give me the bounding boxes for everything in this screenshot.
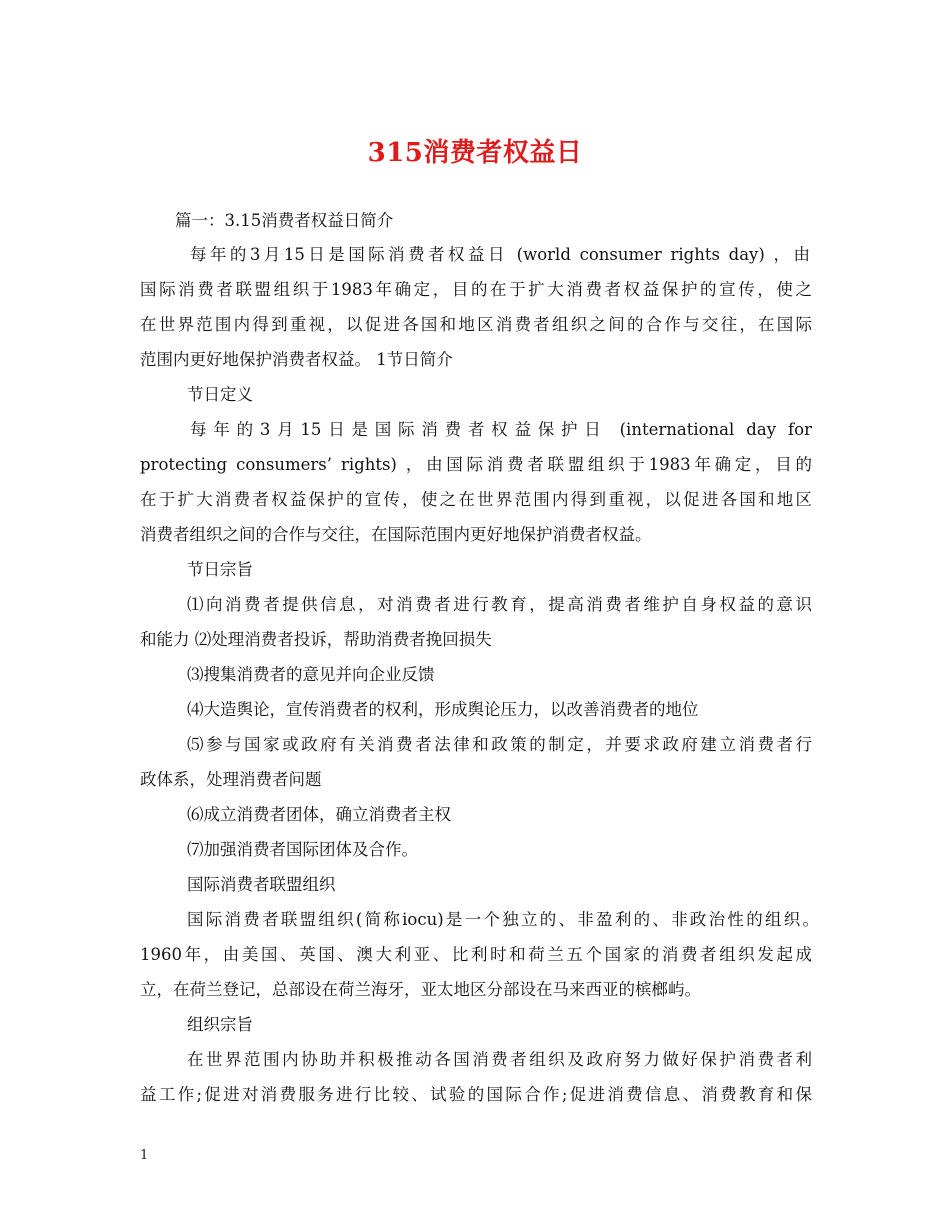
list-item-line: ⑷大造舆论，宣传消费者的权利，形成舆论压力，以改善消费者的地位 xyxy=(187,700,699,719)
subheading-mission: 组织宗旨 xyxy=(187,1015,253,1034)
subheading-purpose: 节日宗旨 xyxy=(187,560,253,579)
paragraph-line: 范围内更好地保护消费者权益。 1节日简介 xyxy=(140,350,453,369)
paragraph-line: 在于扩大消费者权益保护的宣传，使之在世界范围内得到重视，以促进各国和地区 xyxy=(140,490,812,509)
paragraph-line: 立，在荷兰登记，总部设在荷兰海牙，亚太地区分部设在马来西亚的槟榔屿。 xyxy=(140,980,701,999)
subheading-organization: 国际消费者联盟组织 xyxy=(187,875,336,894)
paragraph-line: 每年的3月15日是国际消费者权益保护日 (international day for xyxy=(190,420,812,439)
paragraph-line: 消费者组织之间的合作与交往，在国际范围内更好地保护消费者权益。 xyxy=(140,525,652,544)
list-item-line: ⑶搜集消费者的意见并向企业反馈 xyxy=(187,665,435,684)
paragraph-line: 1960年，由美国、英国、澳大利亚、比利时和荷兰五个国家的消费者组织发起成 xyxy=(140,945,812,964)
paragraph-line: 国际消费者联盟组织(简称iocu)是一个独立的、非盈利的、非政治性的组织。 xyxy=(187,910,819,929)
paragraph-line: 益工作;促进对消费服务进行比较、试验的国际合作;促进消费信息、消费教育和保 xyxy=(140,1085,812,1104)
document-title: 315消费者权益日 xyxy=(367,138,583,168)
section-heading-1: 篇一：3.15消费者权益日简介 xyxy=(175,211,394,230)
paragraph-line: 在世界范围内得到重视，以促进各国和地区消费者组织之间的合作与交往，在国际 xyxy=(140,315,812,334)
subheading-definition: 节日定义 xyxy=(187,385,253,404)
list-item-line: 政体系，处理消费者问题 xyxy=(140,770,322,789)
paragraph-line: 每年的3月15日是国际消费者权益日 (world consumer rights day) ，由 xyxy=(190,245,810,264)
list-item-line: ⑹成立消费者团体，确立消费者主权 xyxy=(187,805,451,824)
list-item-line: 和能力 ⑵处理消费者投诉，帮助消费者挽回损失 xyxy=(140,630,492,649)
list-item-line: ⑸参与国家或政府有关消费者法律和政策的制定，并要求政府建立消费者行 xyxy=(187,735,812,754)
list-item-line: ⑺加强消费者国际团体及合作。 xyxy=(187,840,418,859)
paragraph-line: protecting consumers’ rights) ，由国际消费者联盟组织于1983年确定，目的 xyxy=(140,455,812,474)
page-number: 1 xyxy=(140,1148,149,1163)
paragraph-line: 国际消费者联盟组织于1983年确定，目的在于扩大消费者权益保护的宣传，使之 xyxy=(140,280,812,299)
list-item-line: ⑴向消费者提供信息，对消费者进行教育，提高消费者维护自身权益的意识 xyxy=(187,595,812,614)
paragraph-line: 在世界范围内协助并积极推动各国消费者组织及政府努力做好保护消费者利 xyxy=(187,1050,812,1069)
